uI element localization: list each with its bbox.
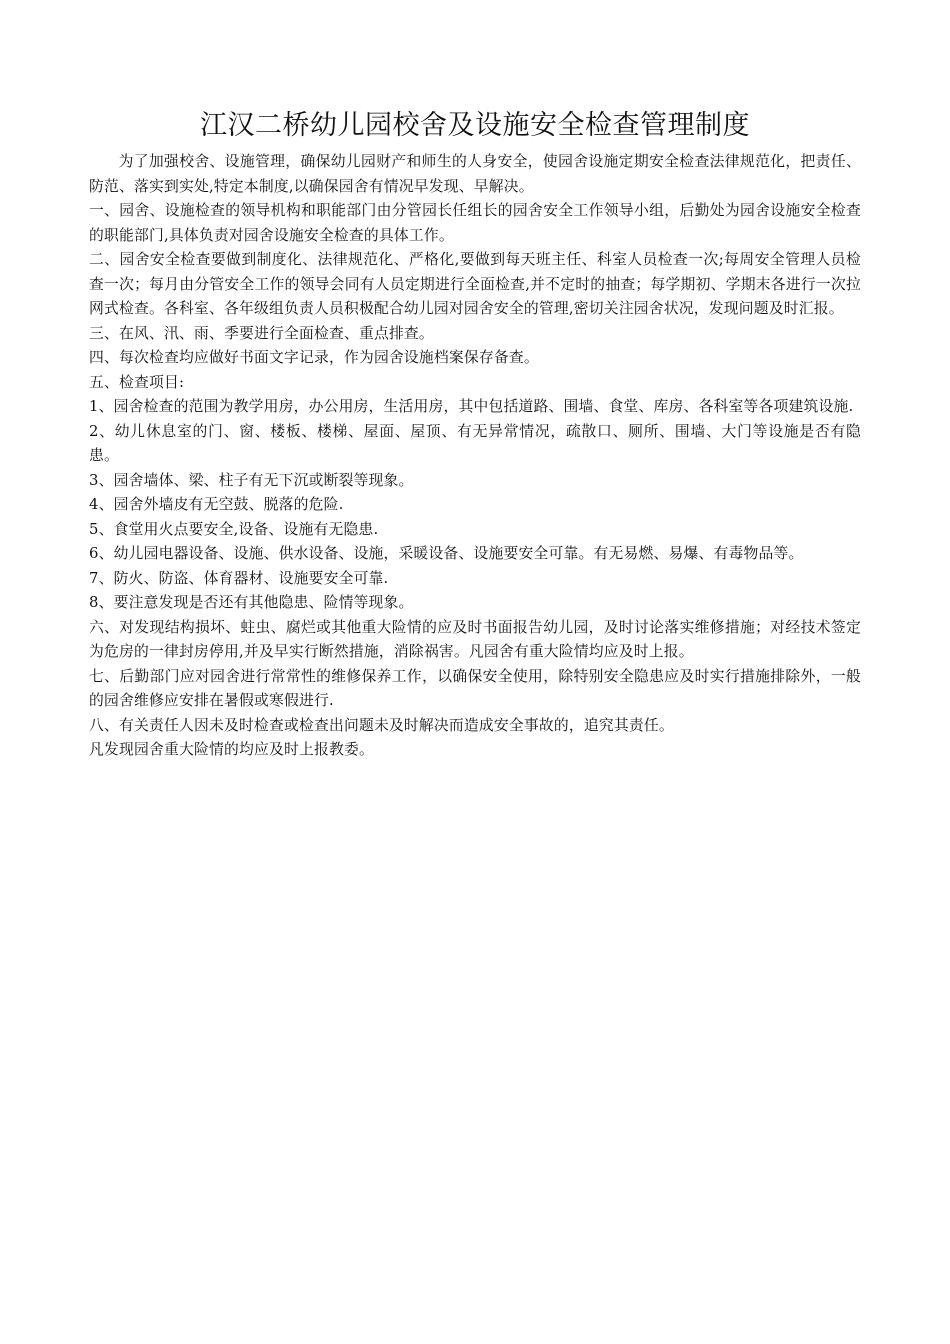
paragraph-section-8: 八、有关责任人因未及时检查或检查出问题未及时解决而造成安全事故的，追究其责任。	[89, 716, 674, 734]
paragraph-item-1: 1、园舍检查的范围为教学用房，办公用房，生活用房，其中包括道路、围墙、食堂、库房、各科室等各项建筑设施.	[89, 398, 854, 415]
paragraph-section-7: 七、后勤部门应对园舍进行常常性的维修保养工作，以确保安全使用，除特别安全隐患应及时实行措施排除外，一般的园舍维修应安排在暑假或寒假进行.	[89, 667, 861, 709]
paragraph-item-7: 7、防火、防盗、体育器材、设施要安全可靠.	[89, 569, 389, 587]
paragraph-section-2: 二、园舍安全检查要做到制度化、法律规范化、严格化,要做到每天班主任、科室人员检查一次;每周安全管理人员检查一次；每月由分管安全工作的领导会同有人员定期进行全面检查,并不定时的抽查；每学期初、学期末各进行一次拉网式检查。各科室、各年级组负责人员积极配合幼儿园对园舍安全的管理,密切关注园舍状况，发现问题及时汇报。	[89, 251, 861, 317]
paragraph-item-2: 2、幼儿休息室的门、窗、楼板、楼梯、屋面、屋顶、有无异常情况，疏散口、厕所、围墙、大门等设施是否有隐患。	[89, 422, 861, 464]
paragraph-closing: 凡发现园舍重大险情的均应及时上报教委。	[89, 741, 374, 758]
document-body	[89, 150, 861, 763]
paragraph-intro: 为了加强校舍、设施管理，确保幼儿园财产和师生的人身安全，使园舍设施定期安全检查法律规范化，把责任、防范、落实到实处,特定本制度,以确保园舍有情况早发现、早解决。	[89, 153, 861, 195]
document-title: 江汉二桥幼儿园校舍及设施安全检查管理制度	[200, 110, 750, 141]
paragraph-section-3: 三、在风、汛、雨、季要进行全面检查、重点排查。	[89, 324, 434, 342]
paragraph-section-5-heading: 五、检查项目:	[89, 373, 185, 391]
paragraph-section-1: 一、园舍、设施检查的领导机构和职能部门由分管园长任组长的园舍安全工作领导小组，后勤处为园舍设施安全检查的职能部门,具体负责对园舍设施安全检查的具体工作。	[89, 202, 861, 244]
paragraph-item-8: 8、要注意发现是否还有其他隐患、险情等现象。	[89, 594, 414, 611]
paragraph-item-3: 3、园舍墙体、梁、柱子有无下沉或断裂等现象。	[89, 471, 414, 489]
paragraph-item-5: 5、食堂用火点要安全,设备、设施有无隐患.	[89, 520, 379, 538]
paragraph-item-6: 6、幼儿园电器设备、设施、供水设备、设施，采暖设备、设施要安全可靠。有无易燃、易爆、有毒物品等。	[89, 545, 804, 562]
paragraph-section-4: 四、每次检查均应做好书面文字记录，作为园舍设施档案保存备查。	[89, 349, 539, 366]
paragraph-item-4: 4、园舍外墙皮有无空鼓、脱落的危险.	[89, 496, 344, 513]
paragraph-section-6: 六、对发现结构损坏、蛀虫、腐烂或其他重大险情的应及时书面报告幼儿园，及时讨论落实维修措施；对经技术签定为危房的一律封房停用,并及早实行断然措施，消除祸害。凡园舍有重大险情均应及时上报。	[89, 618, 861, 660]
